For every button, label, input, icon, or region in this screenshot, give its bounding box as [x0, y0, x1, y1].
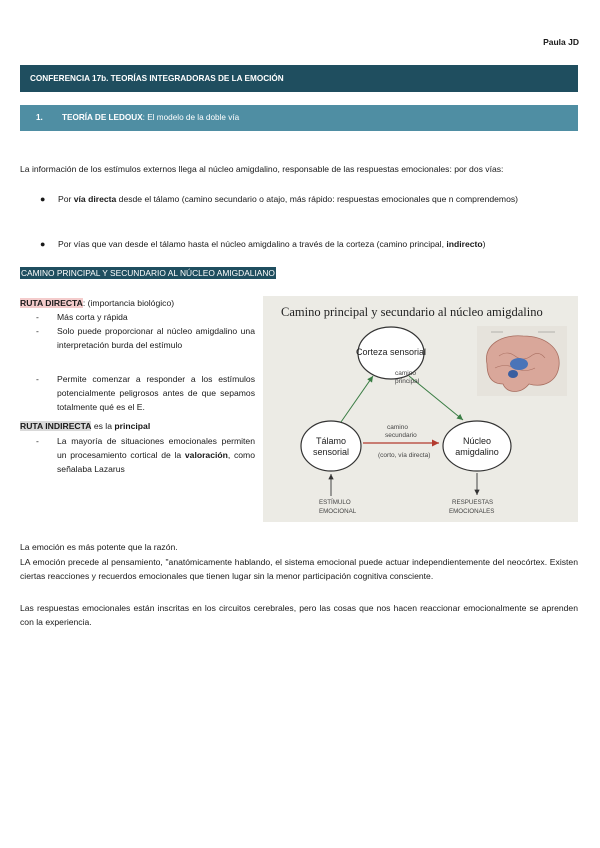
camino-principal-label: principal	[395, 378, 420, 385]
ruta-indirecta-heading: RUTA INDIRECTA es la principal	[20, 421, 151, 431]
nucleo-label: amigdalino	[455, 447, 499, 457]
bullet-item: ● Por vías que van desde el tálamo hasta el núcleo amigdalino a través de la corteza (camino principal, indirecto)	[40, 239, 486, 249]
bullet-item: ● Por vía directa desde el tálamo (camino secundario o atajo, más rápido: respuestas emocionales que n comprendemos)	[40, 194, 519, 204]
intro-paragraph: La información de los estímulos externos llega al núcleo amigdalino, responsable de las respuestas emocionales: por dos vías:	[20, 164, 504, 174]
respuestas-label: EMOCIONALES	[449, 508, 495, 515]
section-heading	[20, 105, 578, 131]
section-title-bold: TEORÍA DE LEDOUX	[62, 113, 143, 122]
bullet-dot-icon: ●	[40, 194, 46, 204]
nucleo-node	[443, 421, 511, 471]
section-number: 1.	[36, 113, 43, 122]
closing-paragraph: LA emoción precede al pensamiento, "anatómicamente hablando, el sistema emocional puede actuar independientemente del neocórtex. Existen ciertas reacciones y recuerdos emocionales que tienen lugar sin la menor participación cognitiva consciente.	[20, 557, 578, 581]
talamo-label: Tálamo	[315, 436, 347, 446]
list-item: - Más corta y rápida	[36, 312, 128, 322]
nucleo-label: Núcleo	[462, 436, 492, 446]
corteza-label: Corteza sensorial	[355, 347, 427, 357]
talamo-label: sensorial	[312, 447, 350, 457]
camino-secundario-label: camino	[387, 424, 408, 431]
subheading: CAMINO PRINCIPAL Y SECUNDARIO AL NÚCLEO AMIGDALIANO	[21, 268, 275, 278]
document-title-bar: CONFERENCIA 17b. TEORÍAS INTEGRADORAS DE LA EMOCIÓN	[20, 65, 578, 92]
closing-paragraph: Las respuestas emocionales están inscritas en los circuitos cerebrales, pero las cosas que nos hacen reaccionar emocionalmente se aprenden con la experiencia.	[20, 603, 578, 627]
camino-secundario-label: secundario	[385, 432, 417, 439]
list-item: - La mayoría de situaciones emocionales permiten un procesamiento cortical de la valoración, como señalaba Lazarus	[36, 436, 255, 474]
estimulo-label: EMOCIONAL	[319, 508, 357, 515]
respuestas-label: RESPUESTAS	[452, 499, 494, 506]
camino-principal-label: camino	[395, 370, 416, 377]
corto-label: (corto, vía directa)	[378, 452, 431, 459]
ruta-directa-heading: RUTA DIRECTA: (importancia biológico)	[20, 298, 175, 308]
estimulo-label: ESTÍMULO	[319, 499, 351, 506]
diagram-title: Camino principal y secundario al núcleo amigdalino	[281, 305, 543, 319]
bullet-dot-icon: ●	[40, 239, 46, 249]
talamo-node	[301, 421, 361, 471]
list-item: - Solo puede proporcionar al núcleo amigdalino una interpretación burda del estímulo	[36, 326, 255, 350]
section-title-rest: : El modelo de la doble vía	[142, 113, 240, 122]
list-item: - Permite comenzar a responder a los estímulos potencialmente peligrosos antes de que sepamos totalmente qué es el E.	[36, 374, 255, 412]
closing-paragraph: La emoción es más potente que la razón.	[20, 542, 178, 552]
author-name: Paula JD	[543, 37, 579, 47]
brain-illustration	[477, 326, 567, 396]
dual-pathway-diagram	[263, 296, 578, 522]
green-arrow-up	[341, 376, 373, 422]
